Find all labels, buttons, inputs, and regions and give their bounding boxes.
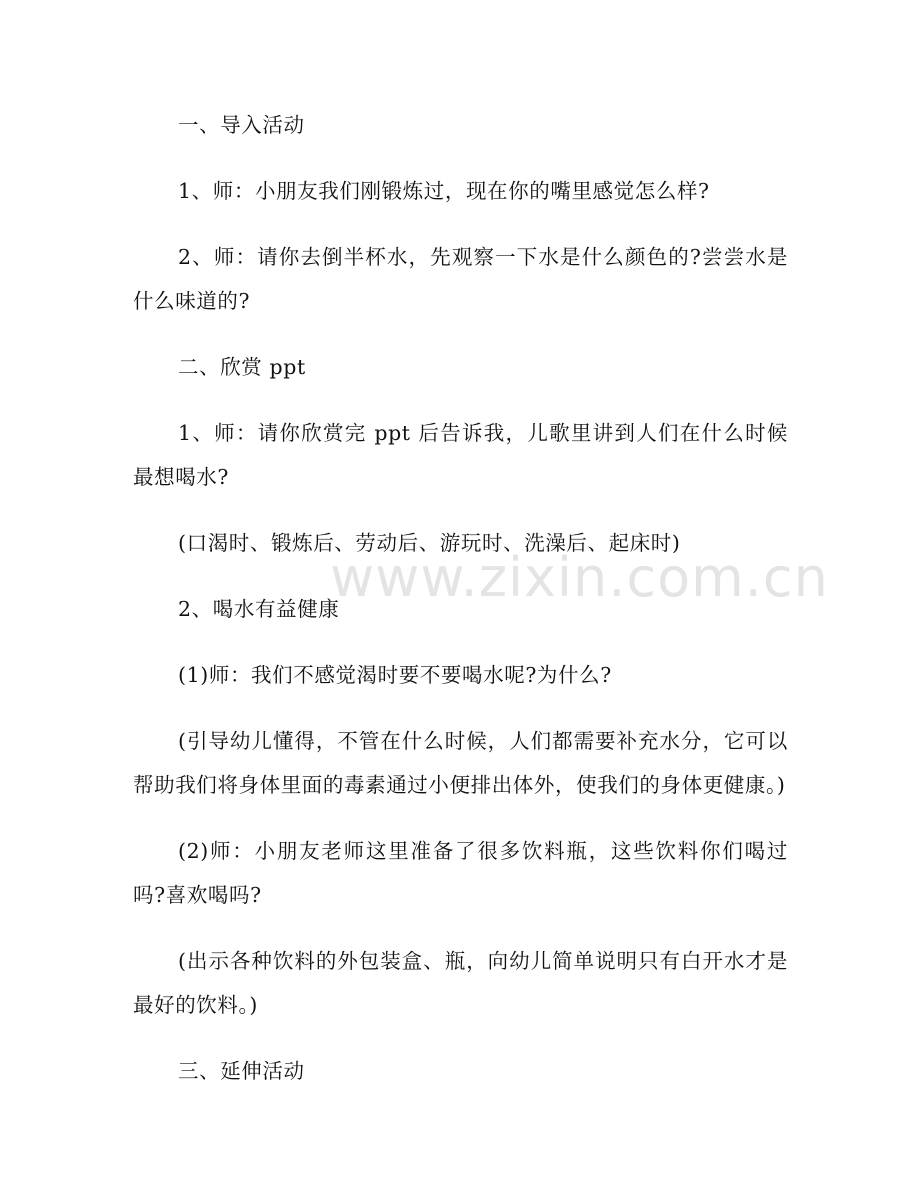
section-heading-intro: 一、导入活动 <box>178 113 305 137</box>
paragraph: 1、师：请你欣赏完 ppt 后告诉我，儿歌里讲到人们在什么时候最想喝水? <box>133 421 788 489</box>
watermark: www.zixin.com.cn <box>330 546 829 609</box>
paragraph: (1)师：我们不感觉渴时要不要喝水呢?为什么? <box>178 663 612 687</box>
paragraph: (引导幼儿懂得，不管在什么时候，人们都需要补充水分，它可以帮助我们将身体里面的毒素通过小便排出体外，使我们的身体更健康。) <box>133 729 788 797</box>
paragraph: 1、师：小朋友我们刚锻炼过，现在你的嘴里感觉怎么样? <box>178 179 710 203</box>
section-heading-ppt: 二、欣赏 ppt <box>178 355 306 379</box>
paragraph: (2)师：小朋友老师这里准备了很多饮料瓶，这些饮料你们喝过吗?喜欢喝吗? <box>133 839 788 907</box>
section-heading-extension: 三、延伸活动 <box>178 1059 305 1083</box>
paragraph: 2、师：请你去倒半杯水，先观察一下水是什么颜色的?尝尝水是什么味道的? <box>133 245 788 313</box>
document-body <box>133 103 788 1093</box>
paragraph: (出示各种饮料的外包装盒、瓶，向幼儿简单说明只有白开水才是最好的饮料。) <box>133 949 788 1017</box>
paragraph: (口渴时、锻炼后、劳动后、游玩时、洗澡后、起床时) <box>178 531 681 555</box>
paragraph: 2、喝水有益健康 <box>178 597 340 621</box>
